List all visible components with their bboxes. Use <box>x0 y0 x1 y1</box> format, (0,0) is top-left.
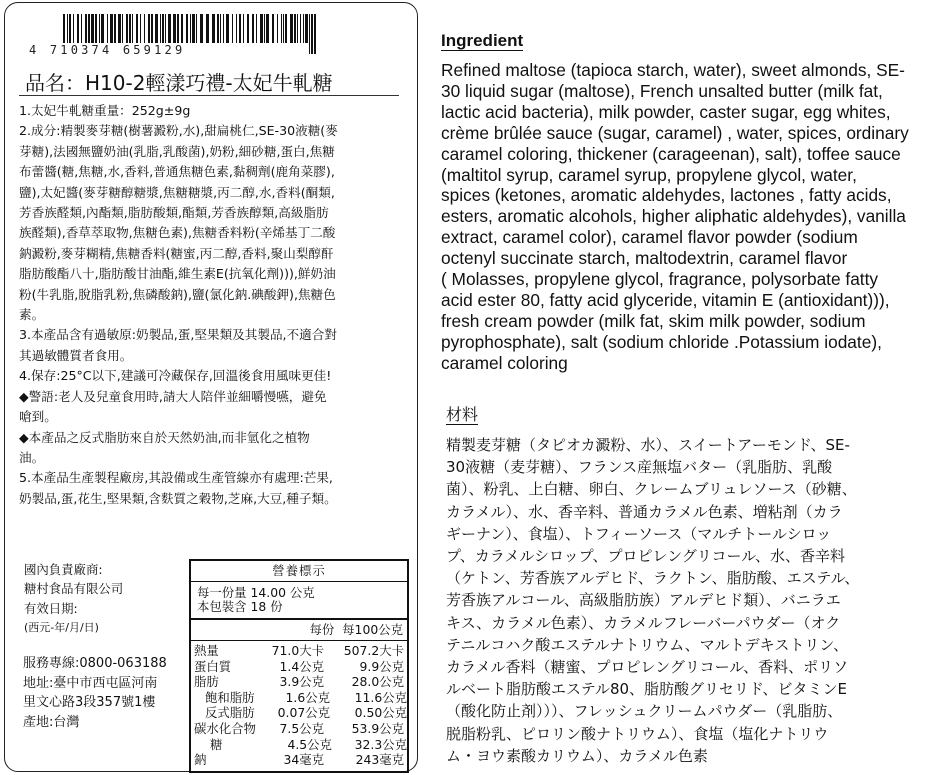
nutrition-facts <box>189 559 409 773</box>
info-line: 鹽),太妃醬(麥芽糖醇糖漿,焦糖糖漿,丙二醇,水,香料(酮類, <box>19 184 335 200</box>
english-ingredient-line: fresh cream powder (milk fat, skim milk powder, sodium <box>441 310 866 331</box>
nutrient-per-100g: 507.2大卡 <box>343 643 404 658</box>
nutrient-name: 熱量 <box>194 643 219 658</box>
nutrition-row <box>191 721 407 737</box>
col-per-serving: 每份 <box>309 622 335 637</box>
info-line: 2.成分:精製麥芽糖(樹薯澱粉,水),甜扁桃仁,SE-30液糖(麥 <box>19 123 338 139</box>
nutrient-per-serving: 1.6公克 <box>285 689 331 705</box>
nutrient-name: 飽和脂肪 <box>205 689 255 705</box>
address-line-1: 地址:臺中市西屯區河南 <box>23 675 158 691</box>
nutrition-row <box>191 737 407 753</box>
info-line: 奶製品,蛋,花生,堅果類,含麩質之穀物,芝麻,大豆,種子類。 <box>19 490 337 506</box>
nutrient-per-serving: 1.4公克 <box>279 658 324 674</box>
info-line: ◆警語:老人及兒童食用時,請大人陪伴並細嚼慢嚥，避免 <box>19 388 327 404</box>
address-line-2: 里文心路3段357號1樓 <box>23 695 156 710</box>
info-line: 嗆到。 <box>19 409 57 425</box>
servings-per-pack: 本包裝含 18 份 <box>197 599 283 614</box>
japanese-ingredient-line: 精製麦芽糖（タピオカ澱粉、水）、スイートアーモンド、SE- <box>446 436 850 454</box>
nutrient-per-100g: 11.6公克 <box>354 689 407 705</box>
japanese-ingredient-line: ム・ヨウ素酸カリウム）、カラメル色素 <box>446 746 708 765</box>
product-name: 品名：H10-2輕漾巧禮-太妃牛軋糖 <box>25 71 333 95</box>
nutrient-per-100g: 9.9公克 <box>359 658 404 674</box>
nutrition-row <box>191 705 407 721</box>
japanese-ingredient-line: ルベート脂肪酸エステル80、脂肪酸グリセリド、ビタミンE <box>446 680 848 699</box>
nutrient-per-serving: 7.5公克 <box>279 720 324 736</box>
nutrition-row <box>191 690 407 706</box>
japanese-ingredient-line: （ケトン、芳香族アルデヒド、ラクトン、脂肪酸、エステル、 <box>446 569 860 588</box>
info-line: 族醛類),香草萃取物,焦糖色素),焦糖香料粉(辛烯基丁二酸 <box>19 225 336 241</box>
japanese-ingredient-line: 芳香族アルコール、高級脂肪族）アルデヒド類）、バニラエ <box>446 591 841 610</box>
info-line: 布蕾醬(糖,焦糖,水,香料,普通焦糖色素,黏稠劑(鹿角菜膠), <box>19 164 335 180</box>
info-line: 芽糖),法國無鹽奶油(乳脂,乳酸菌),奶粉,細砂糖,蛋白,焦糖 <box>19 143 335 159</box>
nutrient-name: 鈉 <box>194 752 207 768</box>
english-ingredient-line: caramel coloring <box>441 352 568 373</box>
col-per-100g: 每100公克 <box>342 622 403 637</box>
nutrient-name: 反式脂肪 <box>205 705 255 721</box>
nutrition-row <box>191 674 407 690</box>
english-ingredient-line: (maltitol syrup, caramel syrup, propylene glycol, water, <box>441 164 857 185</box>
nutrient-per-100g: 32.3公克 <box>354 736 407 752</box>
nutrient-name: 碳水化合物 <box>194 720 256 736</box>
nutrition-column-headers <box>191 620 407 641</box>
english-ingredient-line: ( Molasses, propylene glycol, fragrance, polysorbate fatty <box>441 269 879 290</box>
maker-heading: 國內負責廠商: <box>24 562 103 577</box>
info-line: 粉(牛乳脂,脫脂乳粉,焦磷酸鈉),鹽(氯化鈉.碘酸鉀),焦糖色 <box>19 286 336 302</box>
nutrient-name: 糖 <box>210 736 223 752</box>
info-line: 4.保存:25°C以下,建議可冷藏保存,回溫後食用風味更佳! <box>19 368 332 384</box>
japanese-ingredient-line: 30液糖（麦芽糖）、フランス産無塩バター（乳脂肪、乳酸 <box>446 458 833 477</box>
nutrition-row <box>191 643 407 659</box>
serving-size: 每一份量 14.00 公克 <box>197 585 315 600</box>
nutrient-name: 蛋白質 <box>194 658 232 674</box>
english-ingredient-line: acid ester 80, fatty acid glyceride, vitamin E (antioxidant))), <box>441 289 890 310</box>
nutrient-per-serving: 71.0大卡 <box>271 643 324 658</box>
japanese-title <box>446 402 478 425</box>
info-line: 鈉澱粉,麥芽糊精,焦糖香料(糖蜜,丙二醇,香料,聚山梨醇酐 <box>19 245 334 261</box>
info-line: ◆本產品之反式脂肪來自於天然奶油,而非氫化之植物 <box>19 429 310 445</box>
info-line: 芳香族醛類,內酯類,脂肪酸類,酯類,芳香族醇類,高級脂肪 <box>19 205 329 221</box>
service-hotline: 服務專線:0800-063188 <box>23 656 167 671</box>
barcode-bar <box>309 14 310 54</box>
contact-info <box>23 654 167 732</box>
japanese-ingredient-line: ギーナン）、食塩）、トフィーソース（マルチトールシロッ <box>446 524 832 543</box>
english-ingredient-line: pyrophosphate), salt (sodium chloride .Potassium iodate), <box>441 331 882 352</box>
info-line: 1.太妃牛軋糖重量：252g±9g <box>19 103 191 118</box>
barcode-bar <box>311 14 313 54</box>
info-line: 3.本產品含有過敏原:奶製品,蛋,堅果類及其製品,不適合對 <box>19 327 337 343</box>
japanese-title-text: 材料 <box>446 405 479 424</box>
english-ingredient-line: Refined maltose (tapioca starch, water), sweet almonds, SE- <box>441 60 905 80</box>
japanese-ingredient-line: （酸化防止剤）））、フレッシュクリームパウダー（乳脂肪、 <box>446 702 843 721</box>
ingredient-title <box>441 31 523 51</box>
japanese-ingredients <box>446 434 946 767</box>
barcode-bar <box>314 14 316 54</box>
divider <box>19 95 399 96</box>
maker-name: 糖村食品有限公司 <box>24 581 124 597</box>
serving-info <box>191 582 407 620</box>
nutrient-per-serving: 34毫克 <box>283 752 324 768</box>
japanese-ingredient-line: プ、カラメルシロップ、プロピレングリコール、水、香辛料 <box>446 547 846 566</box>
nutrition-row <box>191 659 407 675</box>
barcode-digits: 4 710374 659129 <box>29 43 309 57</box>
nutrient-per-100g: 0.50公克 <box>354 705 407 721</box>
origin: 產地:台灣 <box>23 714 80 730</box>
english-ingredients <box>441 60 946 374</box>
info-line: 素。 <box>19 307 45 323</box>
nutrition-rows <box>191 641 407 768</box>
japanese-ingredient-line: 脱脂粉乳、ピロリン酸ナトリウム）、食塩（塩化ナトリウ <box>446 724 829 743</box>
nutrient-per-100g: 243毫克 <box>355 752 404 768</box>
nutrient-name: 脂肪 <box>194 674 219 690</box>
info-line: 油。 <box>19 449 45 465</box>
nutrition-row <box>191 752 407 768</box>
nutrient-per-serving: 0.07公克 <box>277 705 331 721</box>
expiry-format: (西元-年/月/日) <box>24 620 99 634</box>
english-ingredient-line: crème brûlée sauce (sugar, caramel) , water, spices, ordinary <box>441 122 909 143</box>
english-ingredient-line: esters, aromatic alcohols, higher aliphatic aldehydes), vanilla <box>441 206 906 227</box>
product-label <box>4 2 418 772</box>
manufacturer-info <box>24 560 123 637</box>
nutrition-title: 營養標示 <box>191 561 407 582</box>
english-ingredient-line: 30 liquid sugar (maltose), French unsalted butter (milk fat, <box>441 80 883 101</box>
info-line: 脂肪酸酯八十,脂肪酸甘油酯,維生素E(抗氧化劑))),鮮奶油 <box>19 266 336 282</box>
info-line: 其過敏體質者食用。 <box>19 347 133 363</box>
japanese-ingredient-line: テニルコハク酸エステルナトリウム、マルトデキストリン、 <box>446 635 849 654</box>
english-ingredient-line: extract, caramel color), caramel flavor powder (sodium <box>441 227 858 248</box>
japanese-ingredient-line: キス、カラメル色素）、カラメルフレーバーパウダー（オク <box>446 613 841 632</box>
nutrient-per-100g: 53.9公克 <box>351 720 404 736</box>
ingredient-title-text: Ingredient <box>441 31 524 50</box>
nutrient-per-serving: 4.5公克 <box>287 736 332 752</box>
info-line: 5.本產品生產製程廠房,其設備或生產管線亦有處理:芒果, <box>19 470 333 486</box>
japanese-ingredient-line: カラメル香料（糖蜜、プロピレングリコール、香料、ポリソ <box>446 658 849 677</box>
nutrient-per-serving: 3.9公克 <box>279 674 324 690</box>
english-ingredient-line: caramel coloring, thickener (carageenan), salt), toffee sauce <box>441 143 901 164</box>
english-ingredient-line: octenyl succinate starch, maltodextrin, caramel flavor <box>441 248 848 269</box>
product-info <box>19 101 403 509</box>
expiry-label: 有效日期: <box>24 600 78 616</box>
english-ingredient-line: spices (ketones, aromatic aldehydes, lactones , fatty acids, <box>441 185 892 206</box>
english-ingredient-line: lactic acid bacteria), milk powder, caster sugar, egg whites, <box>441 101 891 122</box>
nutrient-per-100g: 28.0公克 <box>351 674 404 690</box>
japanese-ingredient-line: 菌）、粉乳、上白糖、卵白、クレームブリュレソース（砂糖、 <box>446 480 857 499</box>
japanese-ingredient-line: カラメル）、水、香辛料、普通カラメル色素、増粘剤（カラ <box>446 502 843 521</box>
